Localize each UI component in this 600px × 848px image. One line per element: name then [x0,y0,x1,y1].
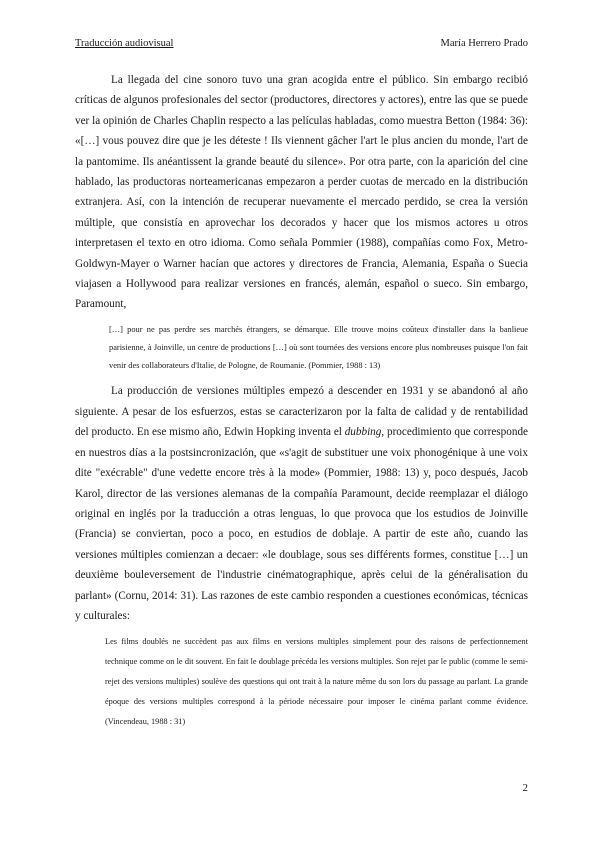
block-quote-2: Les films doublés ne succèdent pas aux films en versions multiples simplement pour des raisons de perfectionnement technique comme on le dit souvent. En fait le doublage précéda les versions multiples. Son rejet par le public (comme le semi-rejet des versions multiples) soulève des questions qui ont trait à la nature même du son lors du passage au parlant. La grande époque des versions multiples correspond à la période nécessaire pour imposer le cinéma parlant comme évidence. (Vincendeau, 1988 : 31) [105,637,528,726]
paragraph-2-text-a: La producción de versiones múltiples empezó a descender en 1931 y se abandonó al año siguiente. A pesar de los esfuerzos, estas se caracterizaron por la falta de calidad y de rentabilidad del producto. En ese mismo año, Edwin Hopking inventa el [75,385,528,439]
header-title: Traducción audiovisual [75,38,174,49]
paragraph-2-text-b: , procedimiento que corresponde en nuestros días a la postsincronización, que «s'agit de substituer une voix phonogénique à une voix dite "exécrable" d'une vedette encore très à la mode» (Pommier, 1988: 13) y, poco después, Jacob Karol, director de las versiones alemanas de la compañía Paramount, decide reemplazar el diálogo original en inglés por la traducción a otras lenguas, lo que provoca que los estudios de Joinville (Francia) se conviertan, poco a poco, en estudios de doblaje. A partir de este año, cuando las versiones múltiples comienzan a decaer: «le doublage, sous ses différents formes, constitue […] un deuxième bouleversement de l'industrie cinématographique, après celui de la généralisation du parlant» (Cornu, 2014: 31). Las razones de este cambio responden a cuestiones económicas, técnicas y culturales: [75,426,529,622]
page-header [75,38,528,54]
paragraph-2 [75,381,528,626]
page-number: 2 [522,782,528,794]
document-body [75,70,528,731]
block-quote-1: […] pour ne pas perdre ses marchés étrangers, se démarque. Elle trouve moins coûteux d'installer dans la banlieue parisienne, à Joinville, un centre de productions […] où sont tournées des versions encore plus nombreuses puisque l'on fait venir des collaborateurs d'Italie, de Pologne, de Roumanie. (Pommier, 1988 : 13) [109,324,528,371]
header-author: María Herrero Prado [440,38,528,49]
paragraph-2-italic-term: dubbing [344,426,382,439]
paragraph-1: La llegada del cine sonoro tuvo una gran acogida entre el público. Sin embargo recibió críticas de algunos profesionales del sector (productores, directores y actores), entre las que se puede ver la opinión de Charles Chaplin respecto a las películas habladas, como muestra Betton (1984: 36): «[…] vous pouvez dire que je les déteste ! Ils viennent gâcher l'art le plus ancien du monde, l'art de la pantomime. Ils anéantissent la grande beauté du silence». Por otra parte, con la aparición del cine hablado, las productoras norteamericanas empezaron a perder cuotas de mercado en la distribución extranjera. Así, con la intención de recuperar nuevamente el mercado perdido, se crea la versión múltiple, que consistía en aprovechar los decorados y hacer que los mismos actores u otros interpretasen el texto en otro idioma. Como señala Pommier (1988), compañías como Fox, Metro-Goldwyn-Mayer o Warner hacían que actores y directores de Francia, Alemania, España o Suecia viajasen a Hollywood para realizar versiones en francés, alemán, español o sueco. Sin embargo, Paramount, [75,74,528,311]
